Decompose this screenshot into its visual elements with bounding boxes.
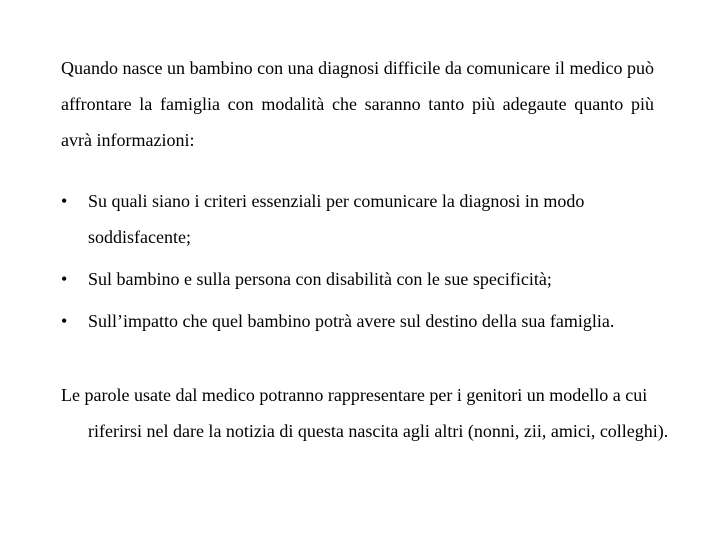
intro-paragraph: Quando nasce un bambino con una diagnosi difficile da comunicare il medico può affrontare la famiglia con modalità che saranno tanto più adegaute quanto più avrà informazioni: bbox=[61, 58, 654, 150]
bullet-text: Su quali siano i criteri essenziali per comunicare la diagnosi in modo soddisfacente; bbox=[88, 191, 585, 247]
bullet-marker: • bbox=[61, 269, 68, 289]
bullet-marker: • bbox=[61, 311, 68, 331]
bullet-text: Sull’impatto che quel bambino potrà avere sul destino della sua famiglia. bbox=[88, 311, 615, 331]
bullet-marker: • bbox=[61, 191, 68, 211]
closing-paragraph: Le parole usate dal medico potranno rappresentare per i genitori un modello a cui riferirsi nel dare la notizia di questa nascita agli altri (nonni, zii, amici, colleghi). bbox=[61, 385, 669, 441]
bullet-item-criteria bbox=[61, 183, 661, 255]
bullet-item-child bbox=[61, 261, 661, 297]
bullet-text: Sul bambino e sulla persona con disabilità con le sue specificità; bbox=[88, 269, 552, 289]
bullet-item-impact bbox=[61, 303, 661, 339]
bullet-list bbox=[61, 183, 661, 345]
